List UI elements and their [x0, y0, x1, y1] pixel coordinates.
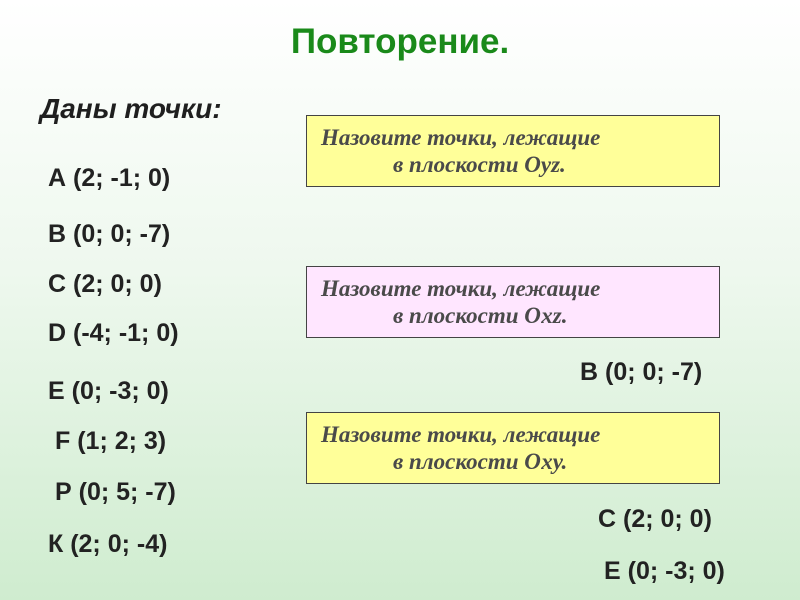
question-oxz-box — [306, 266, 720, 338]
answer-oxy-point-c: С (2; 0; 0) — [598, 505, 712, 533]
question-oxy-line2: в плоскости Оху. — [393, 449, 568, 474]
point-d: D (-4; -1; 0) — [48, 319, 179, 347]
point-c: С (2; 0; 0) — [48, 270, 162, 298]
point-k: К (2; 0; -4) — [48, 530, 168, 558]
question-oxy-line1: Назовите точки, лежащие — [321, 422, 601, 447]
point-p: Р (0; 5; -7) — [55, 478, 176, 506]
question-oxz-line1: Назовите точки, лежащие — [321, 276, 601, 301]
point-f: F (1; 2; 3) — [55, 427, 167, 455]
question-oyz-box — [306, 115, 720, 187]
point-a: А (2; -1; 0) — [48, 164, 171, 192]
answer-oxy-point-e: Е (0; -3; 0) — [604, 557, 725, 585]
question-oyz-line1: Назовите точки, лежащие — [321, 125, 601, 150]
answer-oxz-point-b: В (0; 0; -7) — [580, 358, 703, 386]
question-oxy-box — [306, 412, 720, 484]
page-title: Повторение. — [290, 22, 510, 61]
point-b: В (0; 0; -7) — [48, 220, 171, 248]
point-e: Е (0; -3; 0) — [48, 377, 169, 405]
question-oxz-line2: в плоскости Охz. — [393, 303, 568, 328]
question-oyz-line2: в плоскости Оуz. — [393, 152, 566, 177]
given-points-label: Даны точки: — [40, 93, 222, 124]
